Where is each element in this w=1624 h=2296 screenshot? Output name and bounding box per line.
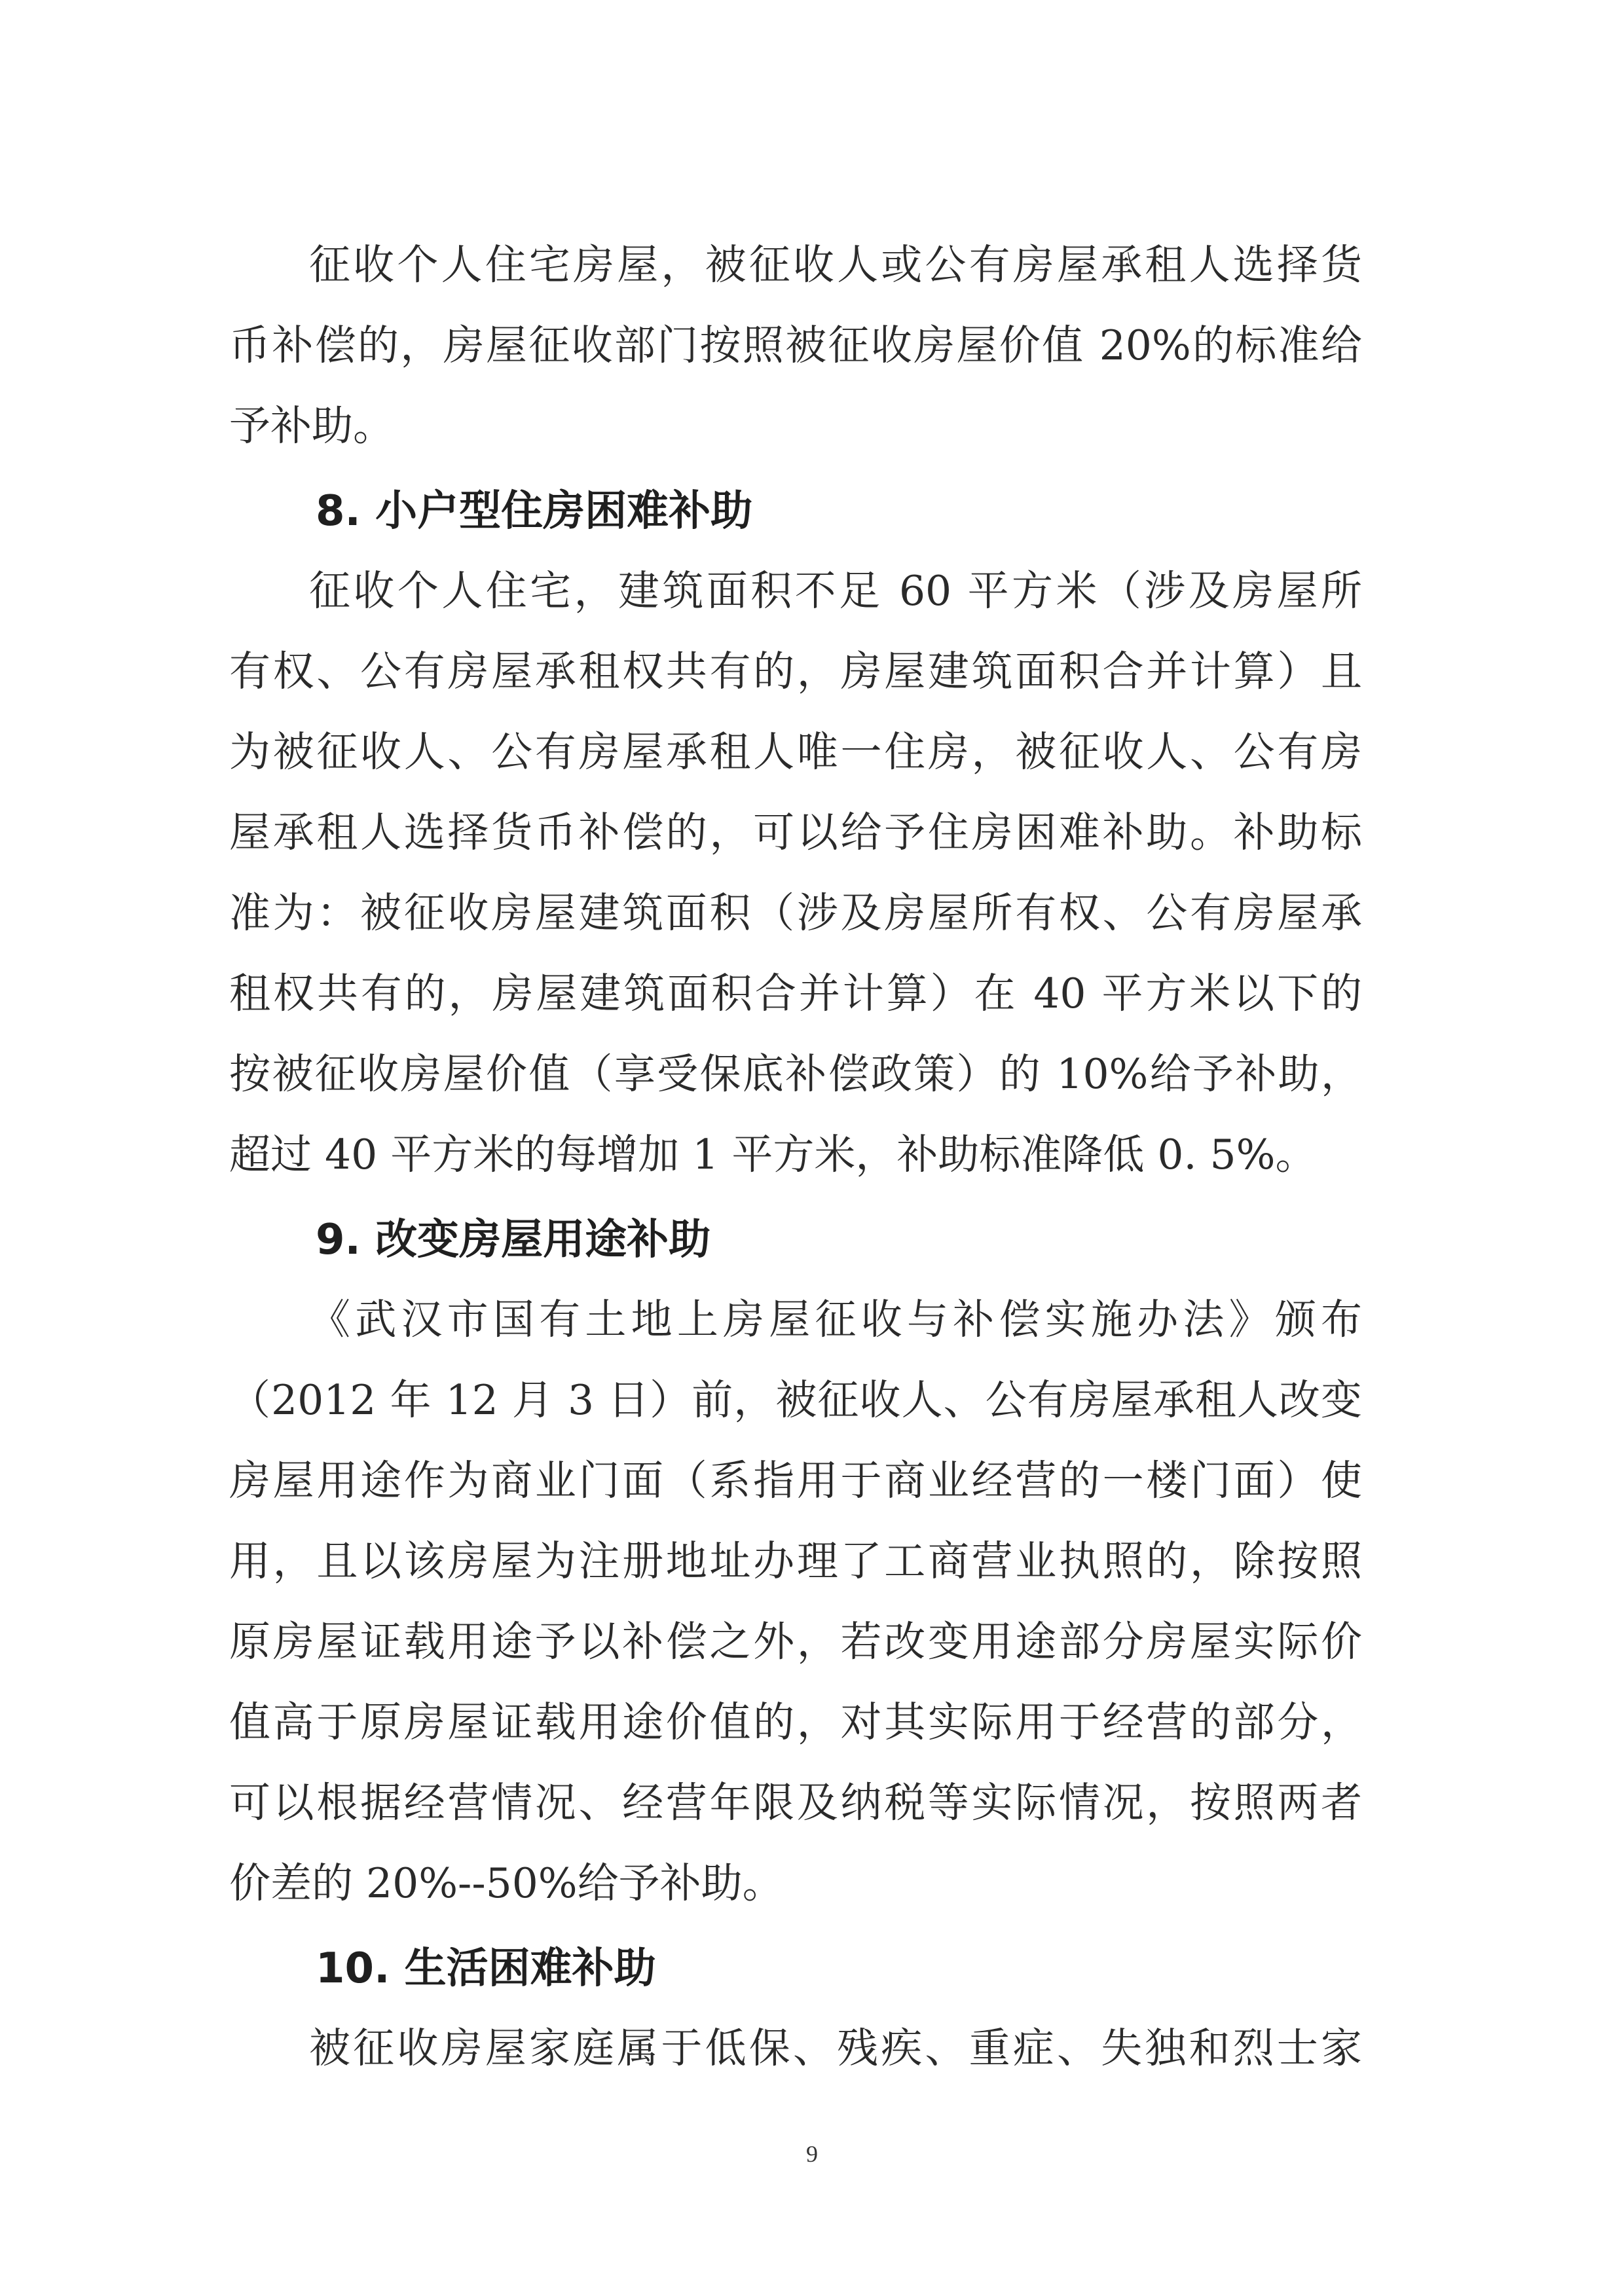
paragraph-line: 超过 40 平方米的每增加 1 平方米，补助标准降低 0. 5%。 xyxy=(229,1131,1317,1178)
paragraph-line: 为被征收人、公有房屋承租人唯一住房，被征收人、公有房 xyxy=(229,728,1362,776)
section-heading-9: 9. 改变房屋用途补助 xyxy=(316,1216,711,1264)
paragraph-line: 被征收房屋家庭属于低保、残疾、重症、失独和烈士家 xyxy=(309,2024,1362,2072)
paragraph-line: 有权、公有房屋承租权共有的，房屋建筑面积合并计算）且 xyxy=(229,647,1362,695)
page-number: 9 xyxy=(806,2141,818,2167)
paragraph-line: 价差的 20%--50%给予补助。 xyxy=(229,1859,784,1907)
paragraph-line: 租权共有的，房屋建筑面积合并计算）在 40 平方米以下的 xyxy=(229,970,1362,1017)
paragraph-line: （2012 年 12 月 3 日）前，被征收人、公有房屋承租人改变 xyxy=(229,1376,1362,1424)
section-heading-8: 8. 小户型住房困难补助 xyxy=(316,487,753,536)
paragraph-line: 用，且以该房屋为注册地址办理了工商营业执照的，除按照 xyxy=(229,1537,1362,1585)
paragraph-line: 按被征收房屋价值（享受保底补偿政策）的 10%给予补助， xyxy=(229,1050,1362,1098)
paragraph-line: 征收个人住宅房屋，被征收人或公有房屋承租人选择货 xyxy=(309,241,1362,289)
section-heading-10: 10. 生活困难补助 xyxy=(316,1944,656,1993)
paragraph-line: 《武汉市国有土地上房屋征收与补偿实施办法》颁布 xyxy=(309,1296,1362,1343)
paragraph-line: 房屋用途作为商业门面（系指用于商业经营的一楼门面）使 xyxy=(229,1457,1362,1504)
paragraph-line: 可以根据经营情况、经营年限及纳税等实际情况，按照两者 xyxy=(229,1779,1362,1827)
paragraph-line: 值高于原房屋证载用途价值的，对其实际用于经营的部分， xyxy=(229,1698,1362,1746)
paragraph-line: 征收个人住宅，建筑面积不足 60 平方米（涉及房屋所 xyxy=(309,567,1362,615)
paragraph-line: 币补偿的，房屋征收部门按照被征收房屋价值 20%的标准给 xyxy=(229,321,1362,369)
paragraph-line: 原房屋证载用途予以补偿之外，若改变用途部分房屋实际价 xyxy=(229,1618,1362,1666)
paragraph-line: 准为：被征收房屋建筑面积（涉及房屋所有权、公有房屋承 xyxy=(229,889,1362,937)
paragraph-line: 屋承租人选择货币补偿的，可以给予住房困难补助。补助标 xyxy=(229,809,1362,856)
paragraph-line: 予补助。 xyxy=(229,402,394,450)
